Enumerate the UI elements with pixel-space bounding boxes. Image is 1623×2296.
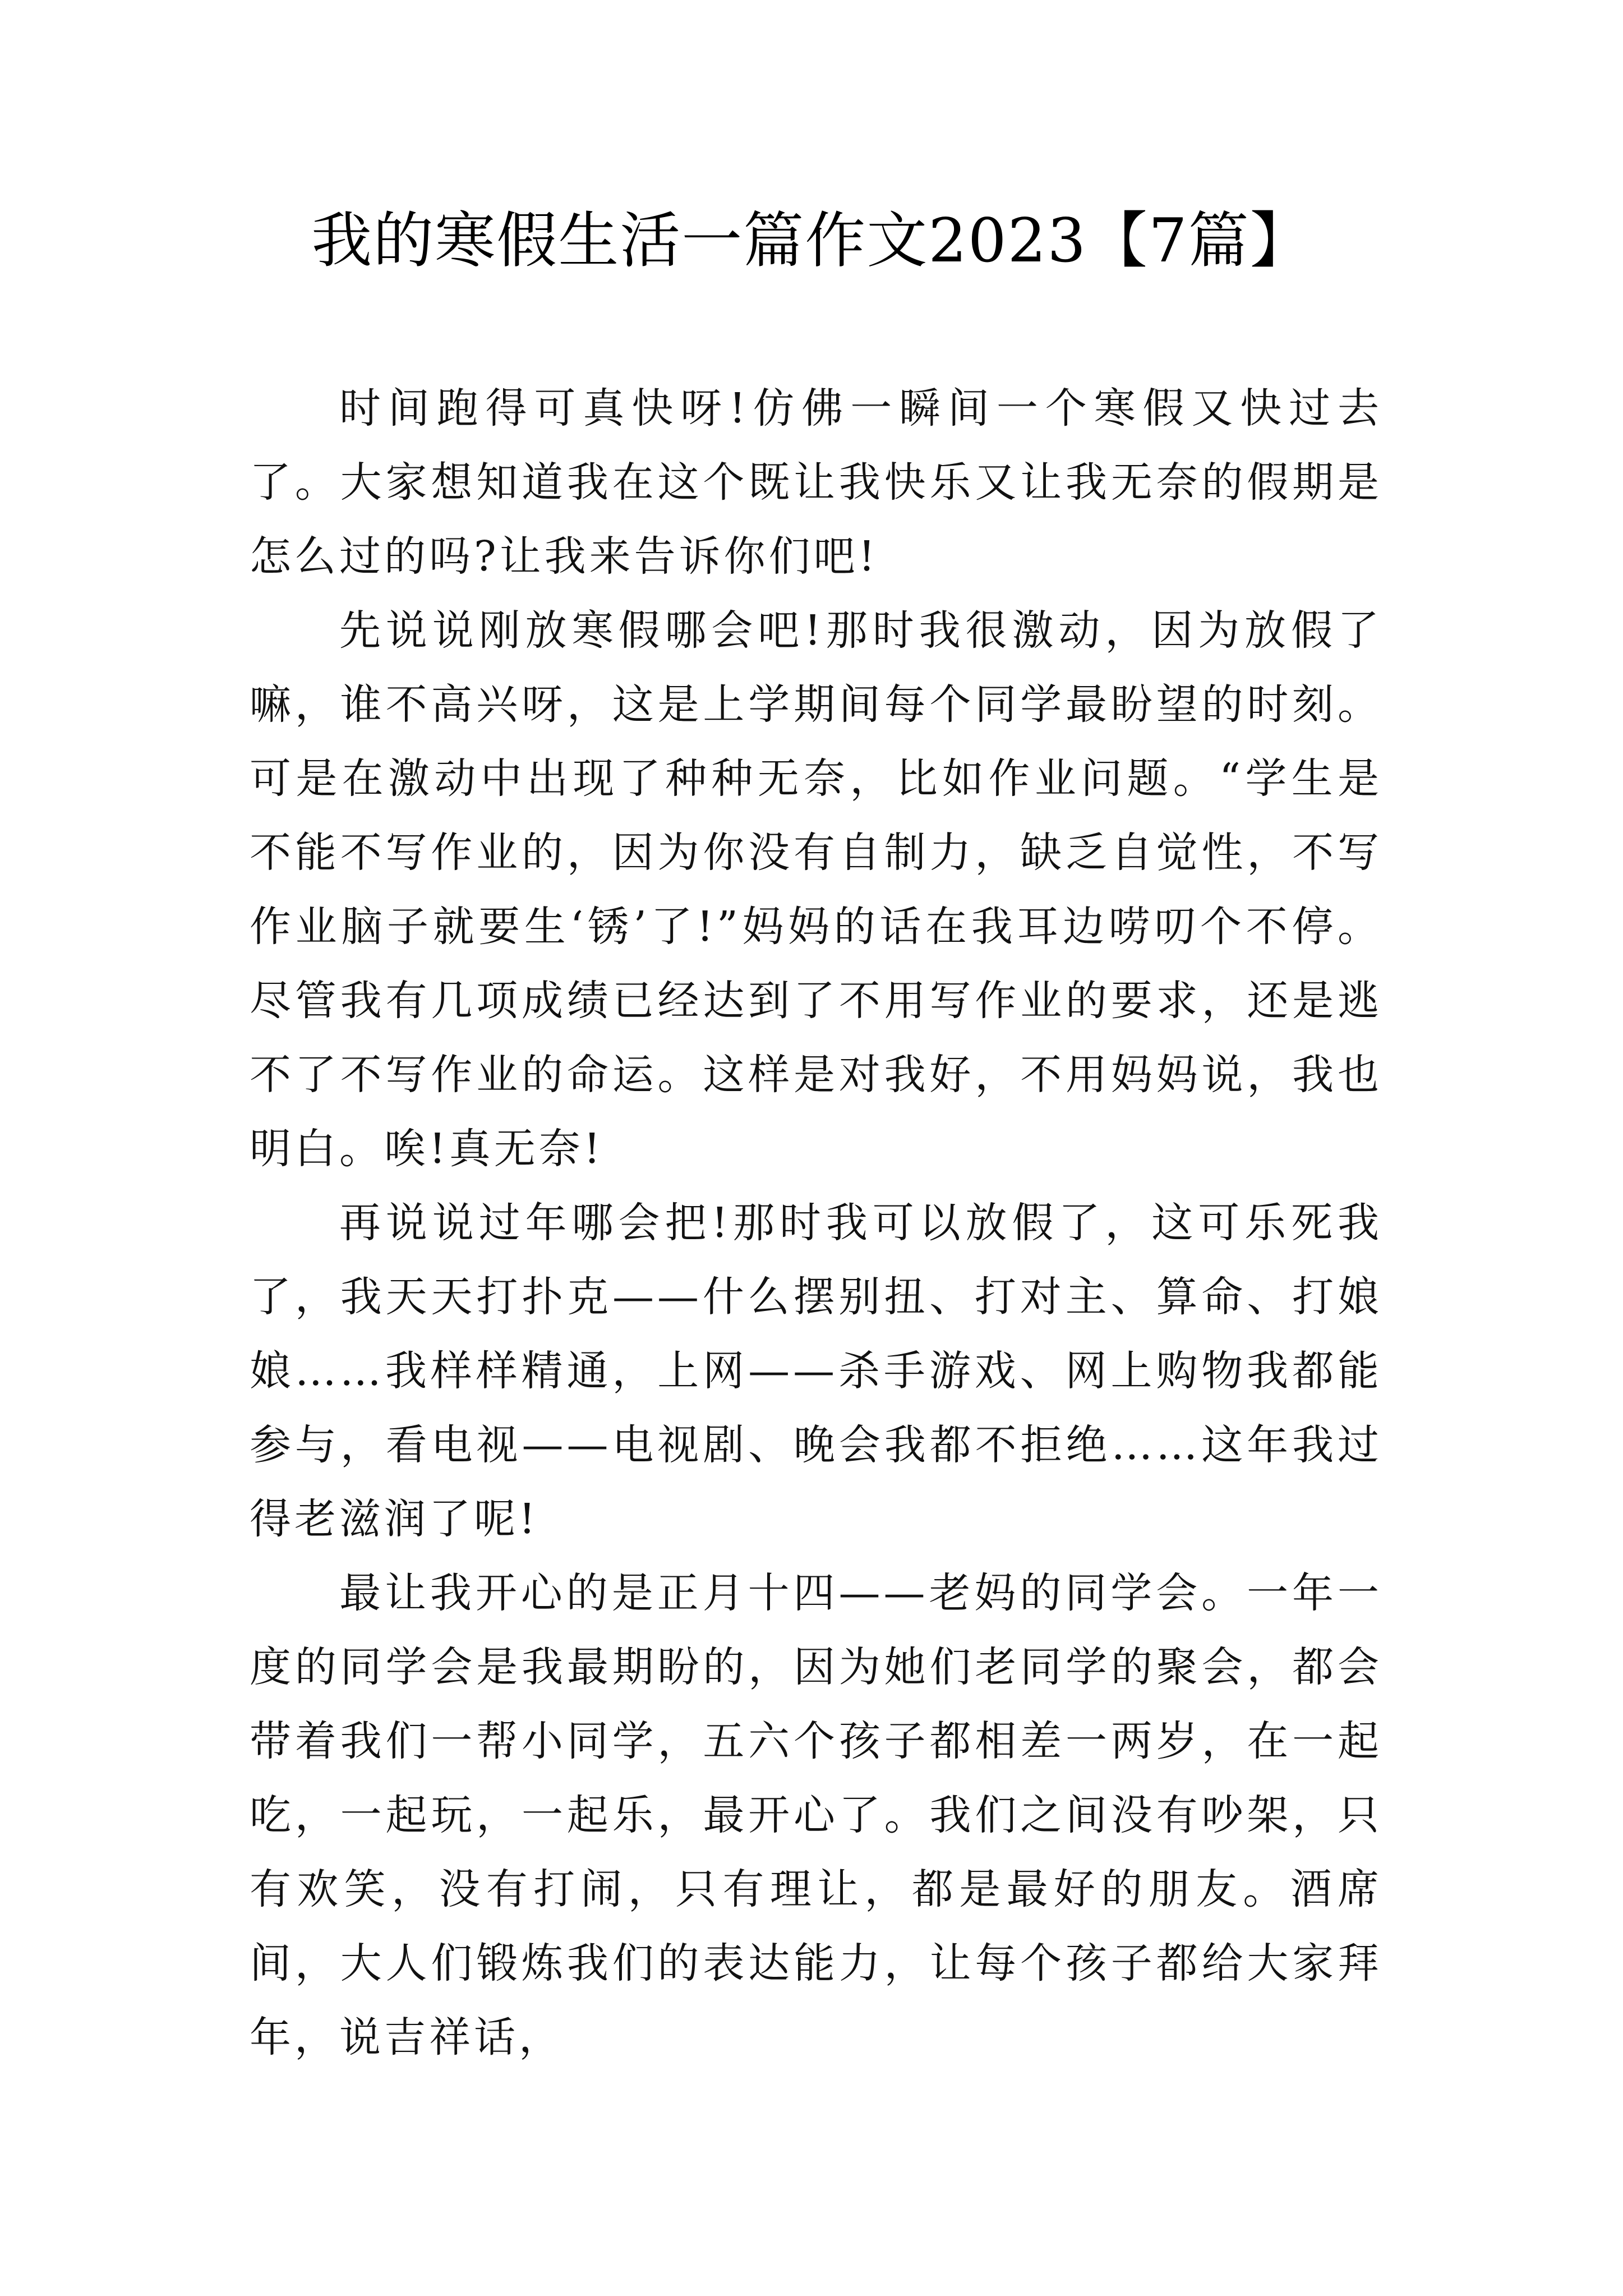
paragraph-1: 时间跑得可真快呀!仿佛一瞬间一个寒假又快过去了。大家想知道我在这个既让我快乐又让我无奈的假期是怎么过的吗?让我来告诉你们吧! bbox=[250, 384, 1382, 581]
paragraph-3: 再说说过年哪会把!那时我可以放假了，这可乐死我了，我天天打扑克——什么摆别扭、打对主、算命、打娘娘……我样样精通，上网——杀手游戏、网上购物我都能参与，看电视——电视剧、晚会我都不拒绝……这年我过得老滋润了呢! bbox=[250, 1199, 1382, 1543]
paragraph-4: 最让我开心的是正月十四——老妈的同学会。一年一度的同学会是我最期盼的，因为她们老同学的聚会，都会带着我们一帮小同学，五六个孩子都相差一两岁，在一起吃，一起玩，一起乐，最开心了。我们之间没有吵架，只有欢笑，没有打闹，只有理让，都是最好的朋友。酒席间，大人们锻炼我们的表达能力，让每个孩子都给大家拜年，说吉祥话， bbox=[250, 1569, 1382, 2062]
document-body bbox=[250, 371, 1382, 2074]
paragraph-2: 先说说刚放寒假哪会吧!那时我很激动，因为放假了嘛，谁不高兴呀，这是上学期间每个同学最盼望的时刻。可是在激动中出现了种种无奈，比如作业问题。“学生是不能不写作业的，因为你没有自制力，缺乏自觉性，不写作业脑子就要生‘锈’了!”妈妈的话在我耳边唠叨个不停。尽管我有几项成绩已经达到了不用写作业的要求，还是逃不了不写作业的命运。这样是对我好，不用妈妈说，我也明白。唉!真无奈! bbox=[250, 606, 1382, 1173]
document-title: 我的寒假生活一篇作文2023【7篇】 bbox=[311, 206, 1312, 276]
